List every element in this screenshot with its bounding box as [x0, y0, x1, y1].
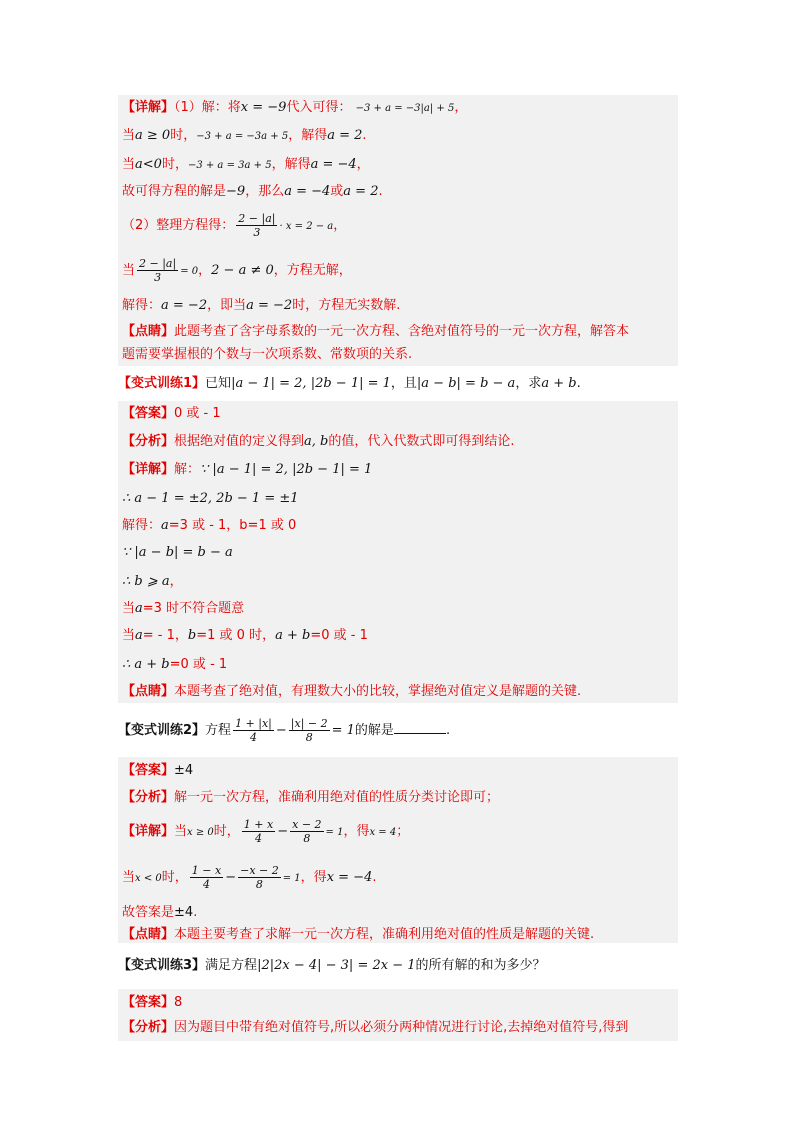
detail-tag: 【详解】 — [122, 824, 175, 839]
comment-tag: 【点睛】 — [122, 684, 175, 699]
analysis-tag: 【分析】 — [122, 434, 175, 449]
detail-line-3: 当a<0时，−3 + a = 3a + 5，解得a = −4， — [122, 157, 370, 172]
fraction: $\frac{2 - |a|}{3}$ — [139, 257, 177, 284]
detail-line-5: ∴ b ⩾ a， — [122, 574, 183, 589]
analysis-line: 【分析】因为题目中带有绝对值符号,所以必须分两种情况进行讨论,去掉绝对值符号,得到 — [122, 1020, 629, 1035]
detail-line-7: 解得：a = −2，即当a = −2时，方程无实数解. — [122, 298, 401, 313]
detail-line-5: （2）整理方程得： $\frac{2 - |a|}{3}$ · x = 2 − a， — [122, 212, 347, 239]
analysis-line: 【分析】根据绝对值的定义得到a, b的值，代入代数式即可得到结论. — [122, 434, 515, 449]
detail-line-1: 【详解】解：∵ |a − 1| = 2, |2b − 1| = 1 — [122, 462, 373, 477]
detail-line-2: ∴ a − 1 = ±2, 2b − 1 = ±1 — [122, 491, 299, 506]
detail-line-2: 当a ≥ 0时，−3 + a = −3a + 5，解得a = 2. — [122, 128, 367, 143]
fraction: $\frac{x - 2}{8}$ — [292, 818, 322, 845]
comment-line: 【点睛】本题主要考查了求解一元一次方程，准确利用绝对值的性质是解题的关键. — [122, 927, 595, 942]
analysis-line: 【分析】解一元一次方程，准确利用绝对值的性质分类讨论即可； — [122, 790, 500, 805]
detail-line-3: 故答案是±4. — [122, 905, 198, 920]
detail-line-7: 当a= - 1，b=1 或 0 时，a + b=0 或 - 1 — [122, 628, 368, 643]
detail-line-4: 故可得方程的解是−9，那么a = −4或a = 2. — [122, 184, 383, 199]
analysis-tag: 【分析】 — [122, 1020, 175, 1035]
answer-tag: 【答案】 — [122, 995, 175, 1010]
detail-line-6: 当 $\frac{2 - |a|}{3}$ = 0，2 − a ≠ 0，方程无解， — [122, 257, 352, 284]
detail-line-4: ∵ |a − b| = b − a — [122, 545, 233, 560]
solution-panel-3 — [118, 757, 678, 943]
detail-line-1: 【详解】当x ≥ 0时， $\frac{1 + x}{4}$ − $\frac{x - 2}{8}$ = 1，得x = 4； — [122, 818, 410, 845]
fraction: $\frac{2 - |a|}{3}$ — [238, 212, 276, 239]
detail-tag: 【详解】 — [122, 462, 175, 477]
comment-line-1: 【点睛】此题考查了含字母系数的一元一次方程、含绝对值符号的一元一次方程，解答本 — [122, 324, 630, 339]
exercise-2-tag: 【变式训练2】 — [118, 723, 206, 738]
comment-line-2: 题需要掌握根的个数与一次项系数、常数项的关系. — [122, 347, 413, 362]
answer-blank — [394, 721, 446, 734]
comment-tag: 【点睛】 — [122, 927, 175, 942]
exercise-3-tag: 【变式训练3】 — [118, 958, 206, 973]
comment-tag: 【点睛】 — [122, 324, 175, 339]
exercise-2-title: 【变式训练2】方程 $\frac{1 + |x|}{4}$ − $\frac{|x| - 2}{8}$ = 1的解是 . — [118, 717, 451, 744]
answer-line: 【答案】±4 — [122, 763, 194, 778]
fraction: $\frac{1 + |x|}{4}$ — [235, 717, 272, 744]
fraction: $\frac{-x - 2}{8}$ — [240, 864, 279, 891]
fraction: $\frac{|x| - 2}{8}$ — [290, 717, 328, 744]
detail-line-1: 【详解】（1）解：将x = −9代入可得： −3 + a = −3|a| + 5， — [122, 100, 468, 115]
exercise-3-title: 【变式训练3】满足方程|2|2x − 4| − 3| = 2x − 1的所有解的和为多少？ — [118, 958, 546, 973]
comment-line: 【点睛】本题考查了绝对值，有理数大小的比较，掌握绝对值定义是解题的关键. — [122, 684, 582, 699]
detail-line-3: 解得：a=3 或 - 1，b=1 或 0 — [122, 518, 297, 533]
analysis-tag: 【分析】 — [122, 790, 175, 805]
answer-line: 【答案】0 或 - 1 — [122, 406, 221, 421]
detail-line-8: ∴ a + b=0 或 - 1 — [122, 657, 228, 672]
detail-line-6: 当a=3 时不符合题意 — [122, 601, 245, 616]
exercise-1-title: 【变式训练1】已知|a − 1| = 2, |2b − 1| = 1，且|a − b| = b − a，求a + b. — [118, 376, 581, 391]
answer-tag: 【答案】 — [122, 763, 175, 778]
answer-tag: 【答案】 — [122, 406, 175, 421]
answer-line: 【答案】8 — [122, 995, 183, 1010]
exercise-1-tag: 【变式训练1】 — [118, 376, 206, 391]
fraction: $\frac{1 + x}{4}$ — [243, 818, 274, 845]
detail-line-2: 当x < 0时， $\frac{1 - x}{4}$ − $\frac{-x - 2}{8}$ = 1，得x = −4. — [122, 864, 377, 891]
detail-tag: 【详解】 — [122, 100, 175, 115]
fraction: $\frac{1 - x}{4}$ — [191, 864, 222, 891]
